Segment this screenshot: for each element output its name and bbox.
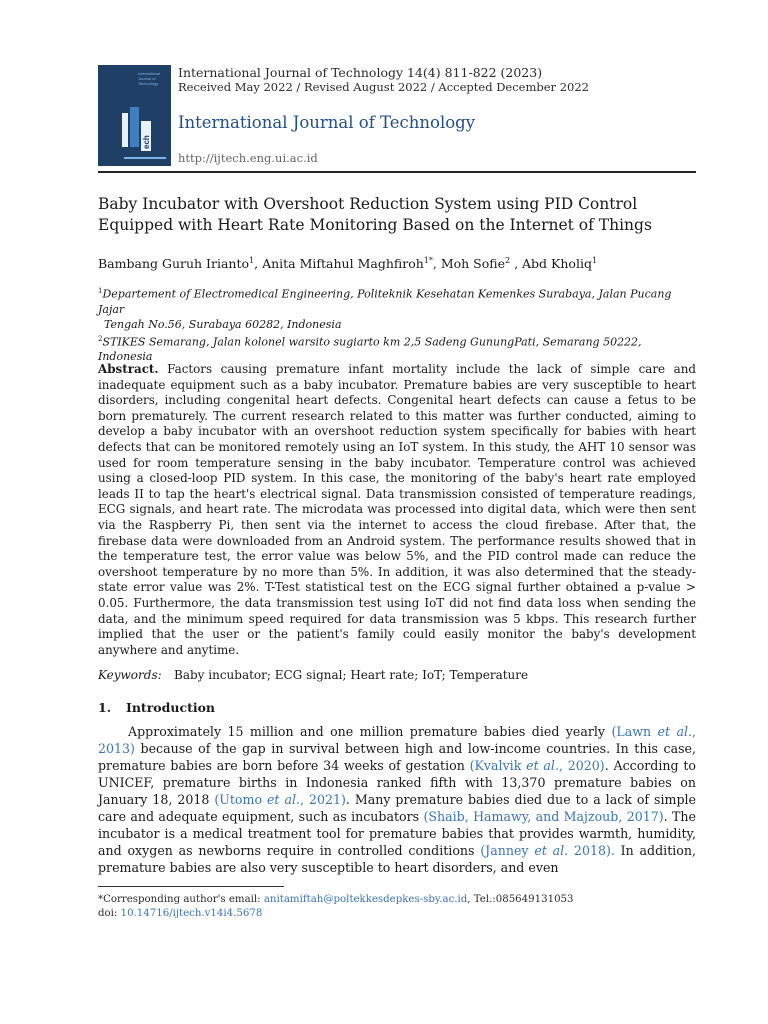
author-name: Moh Sofie	[440, 256, 506, 272]
author-name: Bambang Guruh Irianto	[98, 256, 250, 272]
journal-citation: International Journal of Technology 14(4) 811-822 (2023)	[178, 65, 543, 80]
section-number: 1.	[98, 700, 112, 715]
footnote: *Corresponding author's email: anitamiftah@poltekkesdepkes-sby.ac.id, Tel.:085649131053 doi: 10.14716/ijtech.v14i4.5678	[98, 894, 574, 919]
keywords-text: Baby incubator; ECG signal; Heart rate; IoT; Temperature	[174, 668, 529, 682]
abstract-label: Abstract.	[98, 362, 159, 376]
citation-link[interactable]: (Utomo et al., 2021)	[214, 792, 346, 807]
cover-logo: ech	[141, 121, 151, 151]
author-email-link[interactable]: anitamiftah@poltekkesdepkes-sby.ac.id	[263, 894, 468, 905]
journal-url-link[interactable]: http://ijtech.eng.ui.ac.id	[178, 151, 318, 165]
journal-name: International Journal of Technology	[178, 113, 476, 132]
introduction-paragraph: Approximately 15 million and one million premature babies died yearly (Lawn et al., 2013) because of the gap in survival between high and low-income countries. In this case, premature babies are born before 34 weeks of gestation (Kvalvik et al., 2020). According to UNICEF, premature births in Indonesia ranked fifth with 13,370 premature babies on January 18, 2018 (Utomo et al., 2021). Many premature babies died due to a lack of simple care and adequate equipment, such as incubators (Shaib, Hamawy, and Majzoub, 2017). The incubator is a medical treatment tool for premature babies that provides warmth, humidity, and oxygen as newborns require in controlled conditions (Janney et al. 2018). In addition, premature babies are also very susceptible to heart disorders, and even	[98, 724, 696, 875]
paper-title: Baby Incubator with Overshoot Reduction System using PID Control Equipped with Heart Rate Monitoring Based on the Internet of Things	[98, 195, 652, 234]
keywords	[98, 668, 696, 683]
author-list: Bambang Guruh Irianto$^1$, Anita Miftahul Maghfiroh$^{1*}$, Moh Sofie$^2$ , Abd Kholiq$^1$	[98, 256, 598, 272]
cover-title: International Journal of Technology	[138, 71, 161, 86]
header-divider	[98, 171, 696, 173]
abstract-text: Factors causing premature infant mortality include the lack of simple care and inadequate equipment such as a baby incubator. Premature babies are very susceptible to heart disorders, including congenital heart defects. Congenital heart defects can cause a fetus to be born prematurely. The current research related to this matter was further conducted, aiming to develop a baby incubator with an overshoot reduction system specifically for babies with heart defects that can be monitored remotely using an IoT system. In this study, the AHT 10 sensor was used for room temperature sensing in the baby incubator. Temperature control was achieved using a closed-loop PID system. In this case, the monitoring of the baby's heart rate employed leads II to tap the heart's electrical signal. Data transmission consisted of temperature readings, ECG signals, and heart rate. The microdata was processed into digital data, which were then sent via the Raspberry Pi, then sent via the internet to access the cloud firebase. After that, the firebase data were downloaded from an Android system. The performance results showed that in the temperature test, the error value was below 5%, and the PID control made can reduce the overshoot temperature by no more than 5%. In addition, it was also determined that the steady-state error value was 2%. T-Test statistical test on the ECG signal further obtained a p-value > 0.05. Furthermore, the data transmission test using IoT did not find data loss when sending the data, and the minimum speed required for data transmission was 5 kbps. This research further implied that the user or the patient's family could easily monitor the baby's development anywhere and anytime.	[98, 362, 696, 657]
footnote-divider	[98, 886, 284, 887]
abstract	[98, 362, 696, 658]
author-name: Abd Kholiq	[522, 256, 592, 272]
author-name: Anita Miftahul Maghfiroh	[262, 256, 424, 272]
doi-link[interactable]: 10.14716/ijtech.v14i4.5678	[120, 908, 263, 919]
keywords-label: Keywords:	[98, 668, 162, 682]
citation-link[interactable]: (Lawn et al., 2013)	[98, 724, 696, 756]
journal-cover-image	[98, 65, 171, 166]
section-heading	[98, 700, 696, 716]
affiliation-2: $^2$STIKES Semarang, Jalan kolonel warsito sugiarto km 2,5 Sadeng GunungPati, Semarang 50222, Indonesia	[98, 334, 642, 364]
citation-link[interactable]: (Shaib, Hamawy, and Majzoub, 2017)	[423, 809, 664, 824]
journal-header	[98, 65, 696, 170]
section-title: Introduction	[126, 700, 216, 715]
citation-link[interactable]: (Kvalvik et al., 2020)	[469, 758, 605, 773]
citation-link[interactable]: (Janney et al. 2018).	[480, 843, 615, 858]
submission-dates: Received May 2022 / Revised August 2022 / Accepted December 2022	[178, 80, 589, 94]
affiliation-1: $^1$Departement of Electromedical Engineering, Politeknik Kesehatan Kemenkes Surabaya, Jalan Pucang Jajar	[98, 287, 672, 316]
affiliations: $^1$Departement of Electromedical Engineering, Politeknik Kesehatan Kemenkes Surabaya, Jalan Pucang Jajar Tengah No.56, Surabaya 60282, Indonesia $^2$STIKES Semarang, Jalan kolonel warsito sugiarto km 2,5 Sadeng GunungPati, Semarang 50222, Indonesia	[98, 284, 698, 364]
